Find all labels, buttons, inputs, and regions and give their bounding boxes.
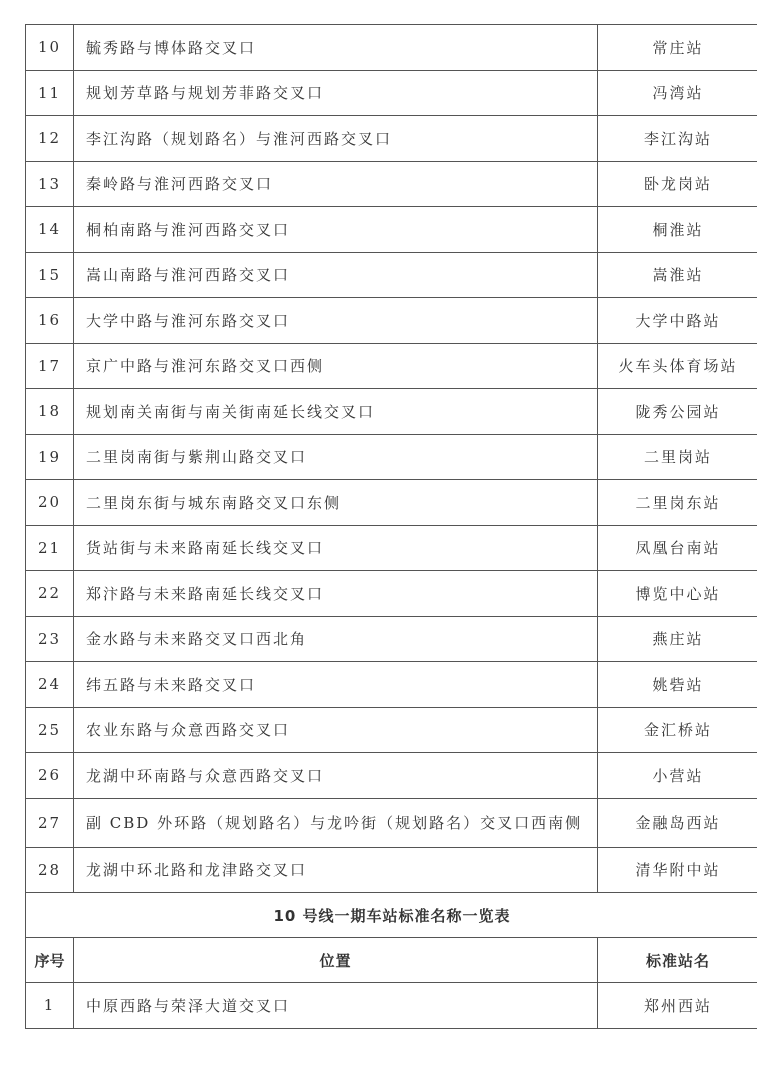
table-header-row — [26, 938, 757, 983]
header-location: 位置 — [74, 938, 598, 983]
table-row — [26, 161, 757, 207]
table-row — [26, 480, 757, 526]
table-row — [26, 983, 757, 1029]
row-location: 规划芳草路与规划芳菲路交叉口 — [74, 70, 598, 116]
row-station-name: 常庄站 — [598, 25, 757, 71]
row-station-name: 李江沟站 — [598, 116, 757, 162]
row-location: 货站街与未来路南延长线交叉口 — [74, 525, 598, 571]
table-row — [26, 753, 757, 799]
row-number: 14 — [26, 207, 74, 253]
row-number: 18 — [26, 389, 74, 435]
row-number: 11 — [26, 70, 74, 116]
row-location: 二里岗南街与紫荆山路交叉口 — [74, 434, 598, 480]
row-location: 龙湖中环南路与众意西路交叉口 — [74, 753, 598, 799]
row-location: 秦岭路与淮河西路交叉口 — [74, 161, 598, 207]
row-station-name: 火车头体育场站 — [598, 343, 757, 389]
row-station-name: 二里岗站 — [598, 434, 757, 480]
section-title: 10 号线一期车站标准名称一览表 — [26, 893, 757, 938]
row-location: 李江沟路（规划路名）与淮河西路交叉口 — [74, 116, 598, 162]
row-number: 19 — [26, 434, 74, 480]
row-number: 20 — [26, 480, 74, 526]
header-number: 序号 — [26, 938, 74, 983]
table-row — [26, 434, 757, 480]
row-location: 纬五路与未来路交叉口 — [74, 662, 598, 708]
row-location: 副 CBD 外环路（规划路名）与龙吟街（规划路名）交叉口西南侧 — [74, 798, 598, 847]
row-station-name: 陇秀公园站 — [598, 389, 757, 435]
row-station-name: 卧龙岗站 — [598, 161, 757, 207]
table-row — [26, 662, 757, 708]
row-number: 22 — [26, 571, 74, 617]
row-station-name: 凤凰台南站 — [598, 525, 757, 571]
row-station-name: 姚砦站 — [598, 662, 757, 708]
row-number: 23 — [26, 616, 74, 662]
station-name-table — [25, 24, 757, 1029]
row-number: 16 — [26, 298, 74, 344]
row-station-name: 清华附中站 — [598, 847, 757, 893]
row-number: 24 — [26, 662, 74, 708]
row-location: 农业东路与众意西路交叉口 — [74, 707, 598, 753]
table-row — [26, 389, 757, 435]
table-row — [26, 616, 757, 662]
table-row — [26, 207, 757, 253]
row-location: 京广中路与淮河东路交叉口西侧 — [74, 343, 598, 389]
row-location: 桐柏南路与淮河西路交叉口 — [74, 207, 598, 253]
row-location: 龙湖中环北路和龙津路交叉口 — [74, 847, 598, 893]
row-number: 26 — [26, 753, 74, 799]
row-number: 27 — [26, 798, 74, 847]
row-location: 毓秀路与博体路交叉口 — [74, 25, 598, 71]
row-station-name: 二里岗东站 — [598, 480, 757, 526]
table-row — [26, 70, 757, 116]
row-station-name: 郑州西站 — [598, 983, 757, 1029]
header-station-name: 标准站名 — [598, 938, 757, 983]
row-station-name: 冯湾站 — [598, 70, 757, 116]
row-number: 21 — [26, 525, 74, 571]
row-number: 13 — [26, 161, 74, 207]
table-row — [26, 707, 757, 753]
row-number: 10 — [26, 25, 74, 71]
table-row — [26, 252, 757, 298]
table-row — [26, 525, 757, 571]
row-station-name: 桐淮站 — [598, 207, 757, 253]
row-number: 28 — [26, 847, 74, 893]
row-station-name: 大学中路站 — [598, 298, 757, 344]
row-number: 17 — [26, 343, 74, 389]
row-location: 金水路与未来路交叉口西北角 — [74, 616, 598, 662]
row-station-name: 金融岛西站 — [598, 798, 757, 847]
table-row — [26, 116, 757, 162]
table-row — [26, 798, 757, 847]
row-station-name: 博览中心站 — [598, 571, 757, 617]
row-location: 二里岗东街与城东南路交叉口东侧 — [74, 480, 598, 526]
row-location: 中原西路与荣泽大道交叉口 — [74, 983, 598, 1029]
row-number: 25 — [26, 707, 74, 753]
row-number: 1 — [26, 983, 74, 1029]
row-station-name: 嵩淮站 — [598, 252, 757, 298]
table-row — [26, 847, 757, 893]
row-number: 12 — [26, 116, 74, 162]
table-row — [26, 343, 757, 389]
row-station-name: 燕庄站 — [598, 616, 757, 662]
row-location: 规划南关南街与南关街南延长线交叉口 — [74, 389, 598, 435]
row-station-name: 小营站 — [598, 753, 757, 799]
row-location: 大学中路与淮河东路交叉口 — [74, 298, 598, 344]
row-number: 15 — [26, 252, 74, 298]
row-location: 郑汴路与未来路南延长线交叉口 — [74, 571, 598, 617]
section-title-row — [26, 893, 757, 938]
table-row — [26, 298, 757, 344]
table-row — [26, 571, 757, 617]
table-row — [26, 25, 757, 71]
row-location: 嵩山南路与淮河西路交叉口 — [74, 252, 598, 298]
station-table-page — [25, 24, 736, 1029]
row-station-name: 金汇桥站 — [598, 707, 757, 753]
